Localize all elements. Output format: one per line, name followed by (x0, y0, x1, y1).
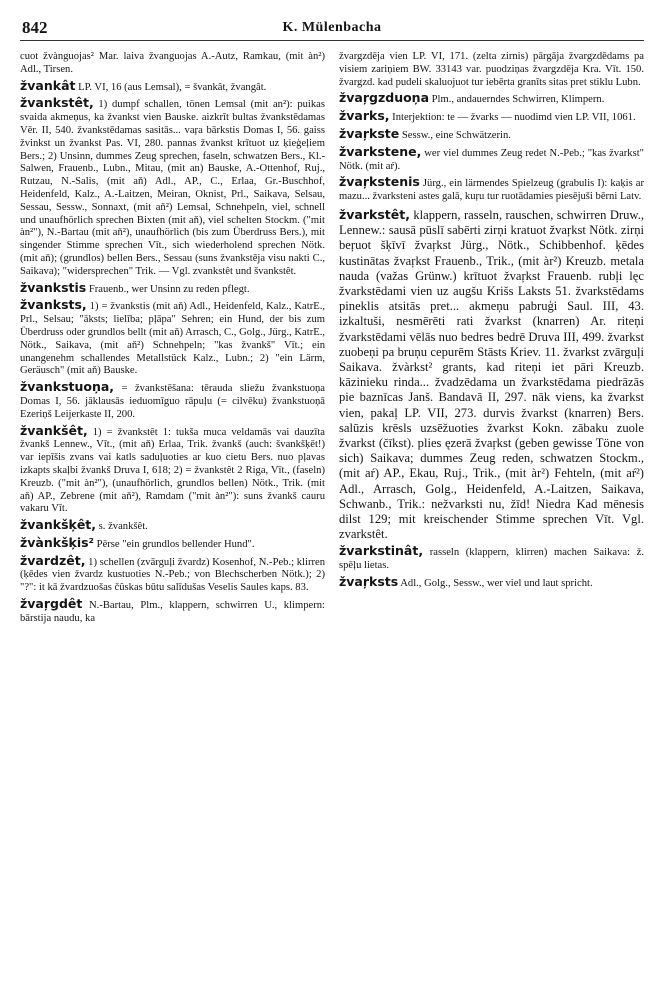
dictionary-entry (20, 97, 325, 278)
dictionary-entry (339, 207, 644, 542)
dictionary-entry (20, 381, 325, 421)
entry-headword: žvankšêt, (20, 422, 88, 438)
dictionary-entry (20, 598, 325, 626)
entry-definition: 1) dumpf schallen, tönen Lemsal (mit an²): puikas svaida akmeņus, ka žvankst vien Bauske. aizkrīt bultas žvankstēdamas Vēr. II, 540. žvankstēdamas sasitās... vaŗa bārkstis Domas I, 56. gaiss žvinkst un žvankst Pas. VI, 280. pannas žvankst krītuot uz ķieģeļiem Bers.; 2) Unsinn, dummes Zeug sprechen, faseln, schwatzen Bers., Kl.-Salwen, Frauenb., Lubn., Mitau, (mit an) Bauske, A.-Ottenhof, Ruj., Rutzau, N.-Salis, (mit aň) Adl., AP., C., Erlaa, Gr.-Buschhof, Heidenfeld, Kalz., A.-Laitzen, Meiran, Oknist, Prl., Saikava, Selsau, Sessau, Sessw., Sonnaxt, (mit aň²) Lemsal, Schnehpeln, viel, schnell und unaufhörlich sprechen Bixten (mit aň), viel schelten Stockm. ("mit àn²"), N.-Bartau (mit aň²), unaufhörlich (bis zum Überdruss Bers.), mit singender Stimme sprechen Vīt., sich wiederholend sprechen Nötk. (mit aň); (grundlos) bellen Bers., Sessau (suns žvankstēja visu nakti C., Saikava); "widersprechen" Trik. — Vgl. zvankstêt und švankstêt. (20, 99, 325, 277)
entry-headword: žvànkšķis² (20, 534, 95, 550)
entry-headword: žvardzêt, (20, 552, 86, 568)
right-column (339, 51, 644, 629)
entry-definition: s. žvankšêt. (96, 521, 148, 533)
entry-definition: cuot žvànguojas² Mar. laiva žvanguojas A.-Autz, Ramkau, (mit àn²) Adl., Tirsen. (20, 51, 325, 75)
dictionary-entry (20, 519, 325, 534)
dictionary-entry (339, 576, 644, 591)
dictionary-entry (20, 552, 325, 595)
dictionary-entry (20, 51, 325, 77)
entry-definition: wer viel dummes Zeug redet N.-Peb.; "kas žvarkst" Nötk. (mit aŕ). (339, 147, 644, 172)
dictionary-entry (20, 422, 325, 517)
entry-headword: žvankstis (20, 279, 87, 295)
entry-headword: žvaŗksts (339, 574, 399, 590)
entry-headword: žvarkstêt, (339, 206, 410, 222)
dictionary-entry (339, 92, 644, 107)
entry-headword: žvarkstene, (339, 143, 422, 159)
entry-definition: = žvankstēšana: tērauda sliežu žvankstuoņa Domas I, 56. jāklausās ieduomīguo rāpuļu (= cilvēku) žvankstuoņā Ezeriņš Leijerkaste II, 200. (20, 383, 325, 420)
dictionary-entry (339, 125, 644, 143)
entry-definition: 1) = žvankstêt 1: tukša muca veldamās vai dauzīta žvankš Lennew., Vīt., (mit aň) Erlaa, Trik. žvankš (auch: švankšķēt!) var iepīšis zvans vai katls saduļuoties ar kuo cietu Bers. nuo pļavas izkapts skaļbi žvankš Druva I, 618; 2) = žvankstêt 2 Riga, Vīt., (faseln) Kreuzb. ("mit àn²"), (unaufhörlich, grundlos bellen) Nötk., Trik. (mit aň) AP., Zebrene (mit aň²), Ramdam ("mit àn²"): suns žvankš cauru vakaru Vīt. (20, 426, 325, 515)
dictionary-entry (20, 534, 325, 552)
entry-definition: Pērse "ein grundlos bellender Hund". (94, 538, 255, 550)
page-header (20, 16, 644, 41)
entry-definition: Plm., andauerndes Schwirren, Klimpern. (429, 94, 605, 106)
entry-definition: 1) schellen (zvārguļi žvardz) Kosenhof, N.-Peb.; klirren (ķēdes vien žvardz kustuoties N.-Peb.; von Blechscherben Nötk.); 2) "?": it kā žvardzuošas čûskas būtu salīdušas Veselis Saules kaps. 83. (20, 556, 325, 594)
left-column (20, 51, 325, 629)
entry-definition: LP. VI, 16 (aus Lemsal), = švankât, žvangât. (75, 81, 267, 93)
dictionary-entry (339, 51, 644, 89)
entry-definition: Adl., Golg., Sessw., wer viel und laut spricht. (398, 578, 593, 590)
entry-headword: žvankstêt, (20, 95, 94, 111)
running-head: K. Mülenbacha (282, 20, 382, 35)
entry-definition: rasseln (klappern, klirren) machen Saikava: ž. spēļu lietas. (339, 547, 644, 572)
entry-headword: žvanksts, (20, 297, 87, 313)
entry-definition: 1) = žvankstis (mit aň) Adl., Heidenfeld, Kalz., KatrE., Prl., Selsau; "āksts; lielība; pļāpa" Sehren; ein Hund, der bis zum Überdruss oder grundlos bellt (mit aň) Arrasch, C., Golg., Jürg., KatrE., Nötk., Saikava, (mit aň²) Schnehpeln; "kas žvankš" Vīt.; ein unangenehm schallendes Metallstück Kalz., Lubn.; 2) "ein Lärm, Geräusch" (mit aň) Bauske. (20, 301, 325, 377)
entry-definition: Sessw., eine Schwätzerin. (399, 129, 511, 141)
dictionary-entry (20, 279, 325, 297)
entry-headword: žvankât (20, 77, 76, 93)
page-number: 842 (22, 18, 48, 37)
entry-headword: žvankstuoņa, (20, 379, 115, 395)
entry-definition: žvargzdēja vien LP. VI, 171. (zelta zirnis) pārgāja žvargzdēdams pa visiem zariņiem BW. 33143 var. puodziņas žvargzdēja Kra. Vīt. 150. žvargzd. kad pudeli skaluojuot tur iebērta granīts sitas pret stiklu Lubn. (339, 51, 644, 88)
entry-definition: klappern, rasseln, rauschen, schwirren Druw., Lennew.: sausā pūslī sabērti zirņi kratuot žvaŗkst Nötk. zirņi beŗuot šķīvī žvaŗkst Jürg., Nötk., Schibbenhof. ķēdes kustinātas žvaŗkst Frauenb., Trik., (mit àr²) Kreuzb. metala nauda (važas Grünw.) krītuot žvaŗkst Frauenb. rubļi lęc žvarkstēdami vien uz augšu Krišs Laksts 51. žvarkstēdams pineklis atsitās pret... akmeņu pabruģi Saul. III, 43. izkaltuši, nesmērēti rati žvarkst (knarren) Ar. riteņi žvarkstēdami vēlās nuo bedres bedrē Druva III, 499. žvarkst zuobeņi pa bruņu cepurēm Stāsts Kriev. 11. žvarkst zvārguļi Saikava. žvàrkst² grants, kad riteņi iet pāri Kreuzb. kāzinieku rinda... žvadzēdama un žvarkstēdama piedrāzās pie baznīcas Janš. Bandavā II, 297. nāk viens, ka žvarkst vien, pakaļ LP. VII, 273. durvis žvarkst (knarren) Bers. salūzis krēsls uzsēžuoties žvarkst Kokn. zābaku zuole žvarkst (čīkst). plies ęzerā žvaŗkst (geben gewisse Töne von sich) Saikava; dummes Zeug reden, schwatzen Stockm., (mit aŕ) AP., Ekau, Ruj., Trik., (mit àr²) Fehteln, (mit aŕ²) Adl., Arrasch, Golg., Heidenfeld, A.-Laitzen, Saikava, Schwanb., Trik.: nežvarksti nu, žīd! Niedra Kad mēnesis dilst 129; mit kreischender Stimme sprechen Vīt. Vgl. zvarkstêt. (339, 207, 644, 542)
dictionary-entry (339, 143, 644, 174)
entry-headword: žvankšķêt, (20, 517, 97, 533)
entry-definition: Jürg., ein lärmendes Spielzeug (grabulis I): kaķis ar mazu... žvarksteni astes galā, kuŗu tur ruotādamies piesējuši bērni Latv. (339, 178, 644, 203)
dictionary-entry (339, 545, 644, 573)
entry-definition: N.-Bartau, Plm., klappern, schwirren U., klimpern: bārstija naudu, ka (20, 600, 325, 624)
entry-headword: žvarkstinât, (339, 543, 424, 559)
entry-definition: Frauenb., wer Unsinn zu reden pflegt. (86, 283, 250, 295)
dictionary-entry (339, 176, 644, 204)
entry-headword: žvarks, (339, 108, 390, 124)
two-column-body (20, 51, 644, 629)
dictionary-entry (20, 77, 325, 95)
entry-definition: Interjektion: te — žvarks — nuodimd vien LP. VII, 1061. (389, 112, 636, 124)
entry-headword: žvaŗkste (339, 125, 400, 141)
dictionary-entry (20, 299, 325, 378)
entry-headword: žvaŗgzduoņa (339, 90, 430, 106)
entry-headword: žvaŗgdêt (20, 596, 83, 612)
entry-headword: žvaŗkstenis (339, 174, 420, 190)
dictionary-entry (339, 110, 644, 125)
